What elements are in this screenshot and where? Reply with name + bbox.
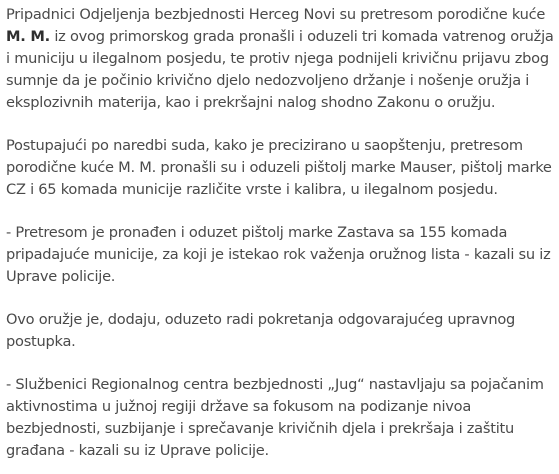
paragraph-1-lead: Pripadnici Odjeljenja bezbjednosti Herceg Novi su pretresom porodične kuće: [6, 6, 546, 23]
paragraph-1: [6, 4, 559, 114]
paragraph-3-quote: - Pretresom je pronađen i oduzet pištolj marke Zastava sa 155 komada pripadajuće municije, za koji je istekao rok važenja oružnog lista - kazali su iz Uprave policije.: [6, 224, 551, 285]
paragraph-4: Ovo oružje je, dodaju, oduzeto radi pokretanja odgovarajućeg upravnog postupka.: [6, 311, 516, 350]
paragraph-1-rest: iz ovog primorskog grada pronašli i oduzeli tri komada vatrenog oružja i municiju u ilegalnom posjedu, te protiv njega podnijeli krivičnu prijavu zbog sumnje da je počinio krivično djelo nedozvoljeno držanje i nošenje oružja i eksplozivnih materija, kao i prekršajni nalog shodno Zakonu o oružju.: [6, 28, 554, 111]
suspect-initials: M. M.: [6, 28, 50, 45]
paragraph-2: Postupajući po naredbi suda, kako je precizirano u saopštenju, pretresom porodične kuće M. M. pronašli su i oduzeli pištolj marke Mauser, pištolj marke CZ i 65 komada municije različite vrste i kalibra, u ilegalnom posjedu.: [6, 137, 552, 198]
paragraph-5-quote: - Službenici Regionalnog centra bezbjednosti „Jug“ nastavljaju sa pojačanim aktivnostima u južnoj regiji države sa fokusom na podizanje nivoa bezbjednosti, suzbijanje i sprečavanje krivičnih djela i prekršaja i zaštitu građana - kazali su iz Uprave policije.: [6, 376, 544, 459]
